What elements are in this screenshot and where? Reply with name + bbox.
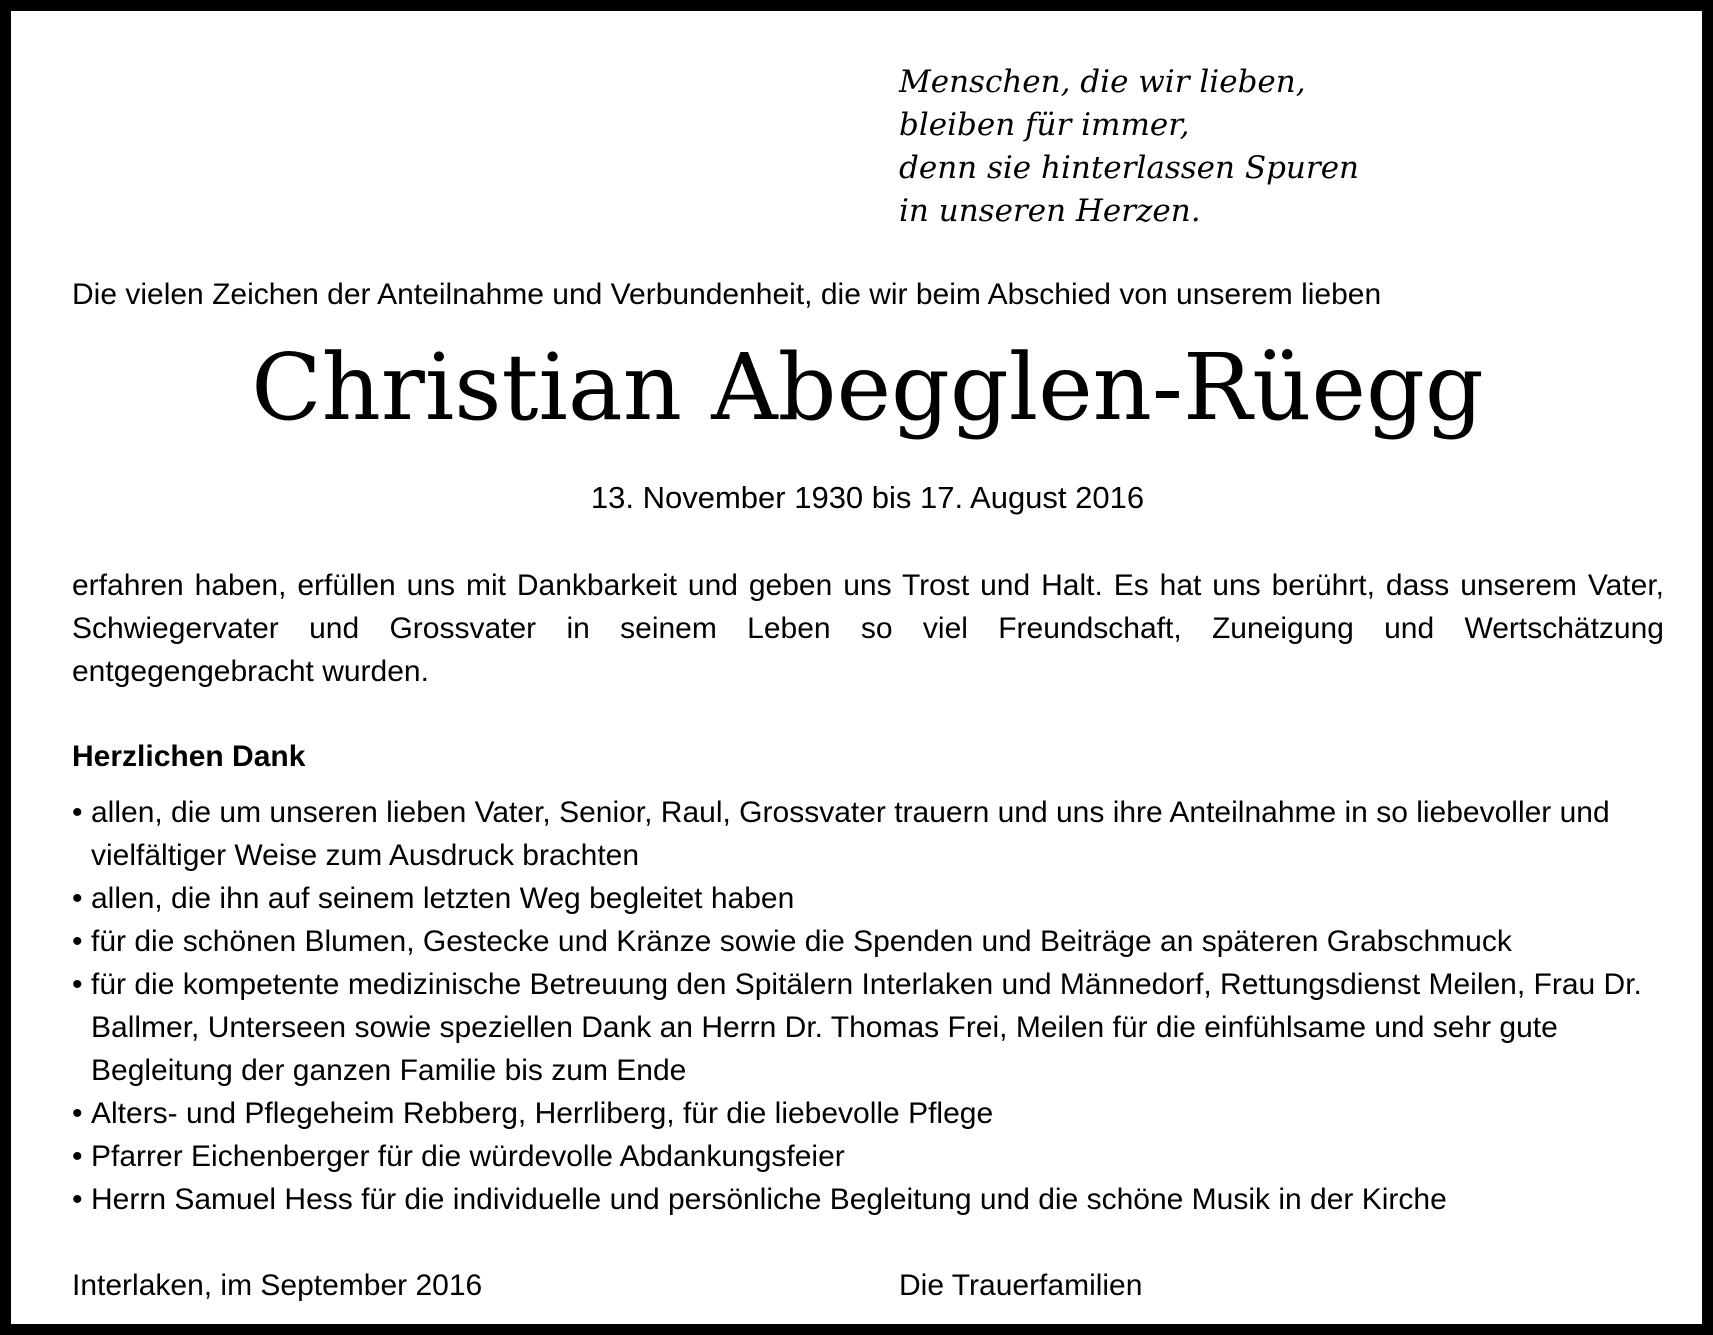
list-item-text: allen, die um unseren lieben Vater, Senior, Raul, Grossvater trauern und uns ihre Anteilnahme in so liebevoller und vielfältiger Weise zum Ausdruck brachten — [91, 796, 1610, 872]
list-item-text: Pfarrer Eichenberger für die würdevolle Abdankungsfeier — [91, 1140, 845, 1173]
list-item-text: für die schönen Blumen, Gestecke und Kränze sowie die Spenden und Beiträge an späteren Grabschmuck — [91, 925, 1512, 958]
thanks-list — [72, 791, 1664, 1221]
list-item — [72, 1178, 1664, 1221]
body-text: erfahren haben, erfüllen uns mit Dankbarkeit und geben uns Trost und Halt. Es hat uns berührt, dass unserem Vater, Schwiegervater und Grossvater in seinem Leben so viel Freundschaft, Zuneigung und Wertschätzung entgegengebracht wurden. — [72, 569, 1664, 688]
bullet-icon: • — [72, 796, 83, 829]
motto-line: in unseren Herzen. — [899, 193, 1201, 229]
bullet-icon: • — [72, 1097, 83, 1130]
list-item — [72, 791, 1664, 877]
list-item — [72, 1135, 1664, 1178]
bullet-icon: • — [72, 968, 83, 1001]
list-item-text: für die kompetente medizinische Betreuung den Spitälern Interlaken und Männedorf, Rettungsdienst Meilen, Frau Dr. Ballmer, Unterseen sowie speziellen Dank an Herrn Dr. Thomas Frei, Meilen für die einfühlsame und sehr gute Begleitung der ganzen Familie bis zum Ende — [91, 968, 1642, 1087]
bullet-icon: • — [72, 1140, 83, 1173]
life-dates: 13. November 1930 bis 17. August 2016 — [590, 480, 1145, 515]
motto-line: bleiben für immer, — [899, 107, 1190, 143]
place-date: Interlaken, im September 2016 — [72, 1269, 483, 1302]
thanks-heading: Herzlichen Dank — [72, 740, 306, 773]
deceased-name: Christian Abegglen-Rüegg — [251, 334, 1484, 441]
list-item — [72, 1092, 1664, 1135]
signature-family: Die Trauerfamilien — [899, 1269, 1143, 1302]
bullet-icon: • — [72, 882, 83, 915]
list-item-text: Herrn Samuel Hess für die individuelle und persönliche Begleitung und die schöne Musik in der Kirche — [91, 1183, 1447, 1216]
bullet-icon: • — [72, 925, 83, 958]
list-item — [72, 963, 1664, 1092]
list-item-text: Alters- und Pflegeheim Rebberg, Herrliberg, für die liebevolle Pflege — [91, 1097, 994, 1130]
bullet-icon: • — [72, 1183, 83, 1216]
motto-quote — [899, 61, 1359, 233]
list-item — [72, 920, 1664, 963]
motto-line: Menschen, die wir lieben, — [899, 64, 1306, 100]
list-item-text: allen, die ihn auf seinem letzten Weg begleitet haben — [91, 882, 795, 915]
intro-text: Die vielen Zeichen der Anteilnahme und Verbundenheit, die wir beim Abschied von unserem lieben — [72, 278, 1382, 311]
list-item — [72, 877, 1664, 920]
motto-line: denn sie hinterlassen Spuren — [899, 150, 1360, 186]
